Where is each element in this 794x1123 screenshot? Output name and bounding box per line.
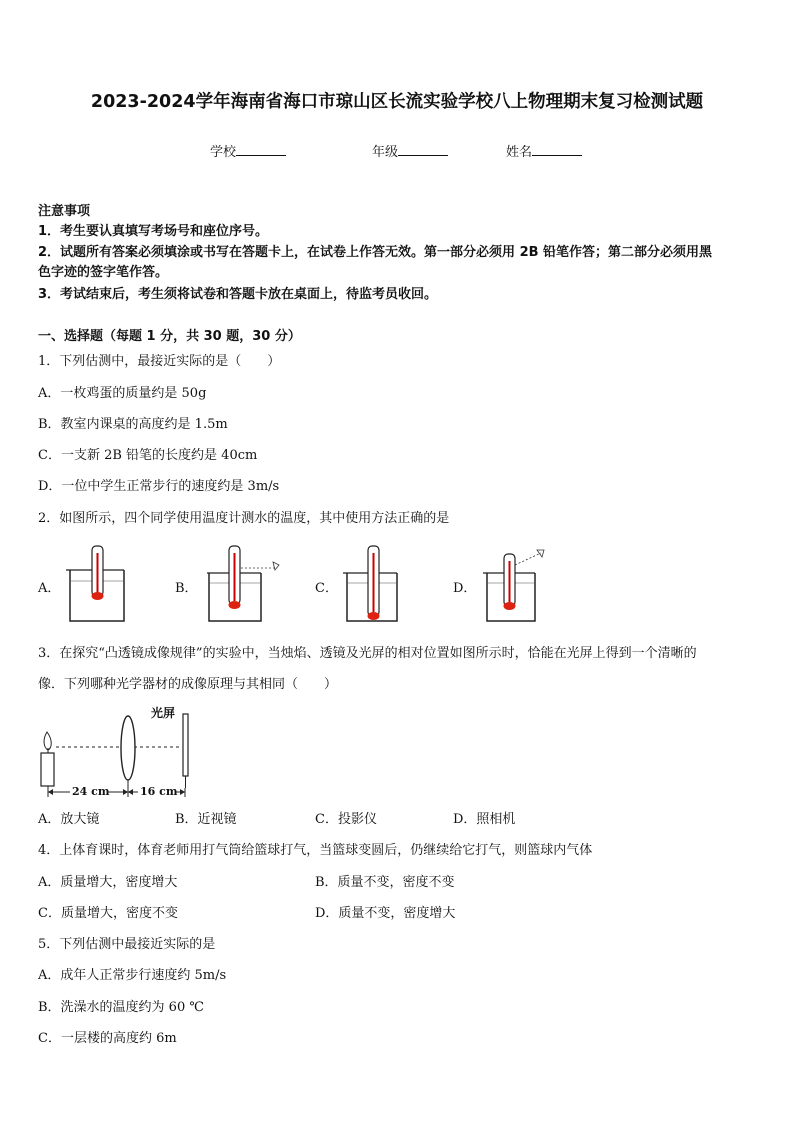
question-stem: 5．下列估测中最接近实际的是 (38, 937, 216, 952)
option-d: D．一位中学生正常步行的速度约是 3m/s (38, 479, 280, 494)
question-stem: 1．下列估测中，最接近实际的是（ ） (38, 354, 281, 369)
notice-item: 色字迹的签字笔作答。 (38, 265, 169, 280)
option-a: A．成年人正常步行速度约 5m/s (38, 968, 227, 983)
option-d: D．质量不变，密度增大 (315, 906, 456, 921)
thermometer-figure-d (477, 543, 567, 625)
grade-label: 年级 (372, 145, 399, 160)
option-b: B．质量不变，密度不变 (315, 875, 455, 890)
distance-label-2: 16 cm (140, 785, 178, 798)
flame-icon (44, 732, 51, 750)
thermometer-figure-a (64, 543, 134, 625)
question-stem: 3．在探究“凸透镜成像规律”的实验中，当烛焰、透镜及光屏的相对位置如图所示时，恰能在光屏上得到一个清晰的 (38, 646, 697, 661)
option-c: C．一层楼的高度约 6m (38, 1031, 177, 1046)
option-b: B．教室内课桌的高度约是 1.5m (38, 417, 228, 432)
section-heading: 一、选择题（每题 1 分，共 30 题，30 分） (38, 329, 301, 344)
question-stem: 4．上体育课时，体育老师用打气筒给篮球打气，当篮球变圆后，仍继续给它打气，则篮球内气体 (38, 843, 593, 858)
question-stem: 2．如图所示，四个同学使用温度计测水的温度，其中使用方法正确的是 (38, 511, 450, 526)
option-c: C．投影仪 (315, 812, 377, 827)
option-c: C．质量增大，密度不变 (38, 906, 178, 921)
option-a: A．放大镜 (38, 812, 100, 827)
name-field[interactable] (506, 141, 582, 160)
notice-item: 3．考试结束后，考生须将试卷和答题卡放在桌面上，待监考员收回。 (38, 287, 438, 302)
option-b-label: B． (175, 581, 198, 596)
option-a: A．质量增大，密度增大 (38, 875, 178, 890)
school-field[interactable] (210, 141, 286, 160)
option-b: B．洗澡水的温度约为 60 ℃ (38, 1000, 204, 1015)
lens-setup-figure (38, 704, 208, 804)
question-stem: 像．下列哪种光学器材的成像原理与其相同（ ） (38, 677, 338, 692)
option-c-label: C． (315, 581, 338, 596)
grade-field[interactable] (372, 141, 448, 160)
distance-label-1: 24 cm (72, 785, 110, 798)
notice-item: 2．试题所有答案必须填涂或书写在答题卡上，在试卷上作答无效。第一部分必须用 2B 铅笔作答；第二部分必须用黑 (38, 245, 713, 260)
name-label: 姓名 (506, 145, 533, 160)
thermometer-figure-b (201, 543, 291, 625)
screen-label: 光屏 (151, 706, 176, 720)
convex-lens-icon (121, 716, 135, 780)
page-title: 2023-2024学年海南省海口市琼山区长流实验学校八上物理期末复习检测试题 (90, 92, 704, 112)
option-d: D．照相机 (453, 812, 516, 827)
candle-icon (41, 753, 54, 786)
option-a: A．一枚鸡蛋的质量约是 50g (38, 386, 207, 401)
option-a-label: A． (38, 581, 61, 596)
thermometer-figure-c (339, 543, 409, 625)
notice-heading: 注意事项 (38, 204, 91, 219)
option-d-label: D． (453, 581, 477, 596)
option-b: B．近视镜 (175, 812, 237, 827)
notice-item: 1．考生要认真填写考场号和座位序号。 (38, 224, 269, 239)
screen-icon (183, 714, 188, 776)
option-c: C．一支新 2B 铅笔的长度约是 40cm (38, 448, 258, 463)
school-label: 学校 (210, 145, 237, 160)
